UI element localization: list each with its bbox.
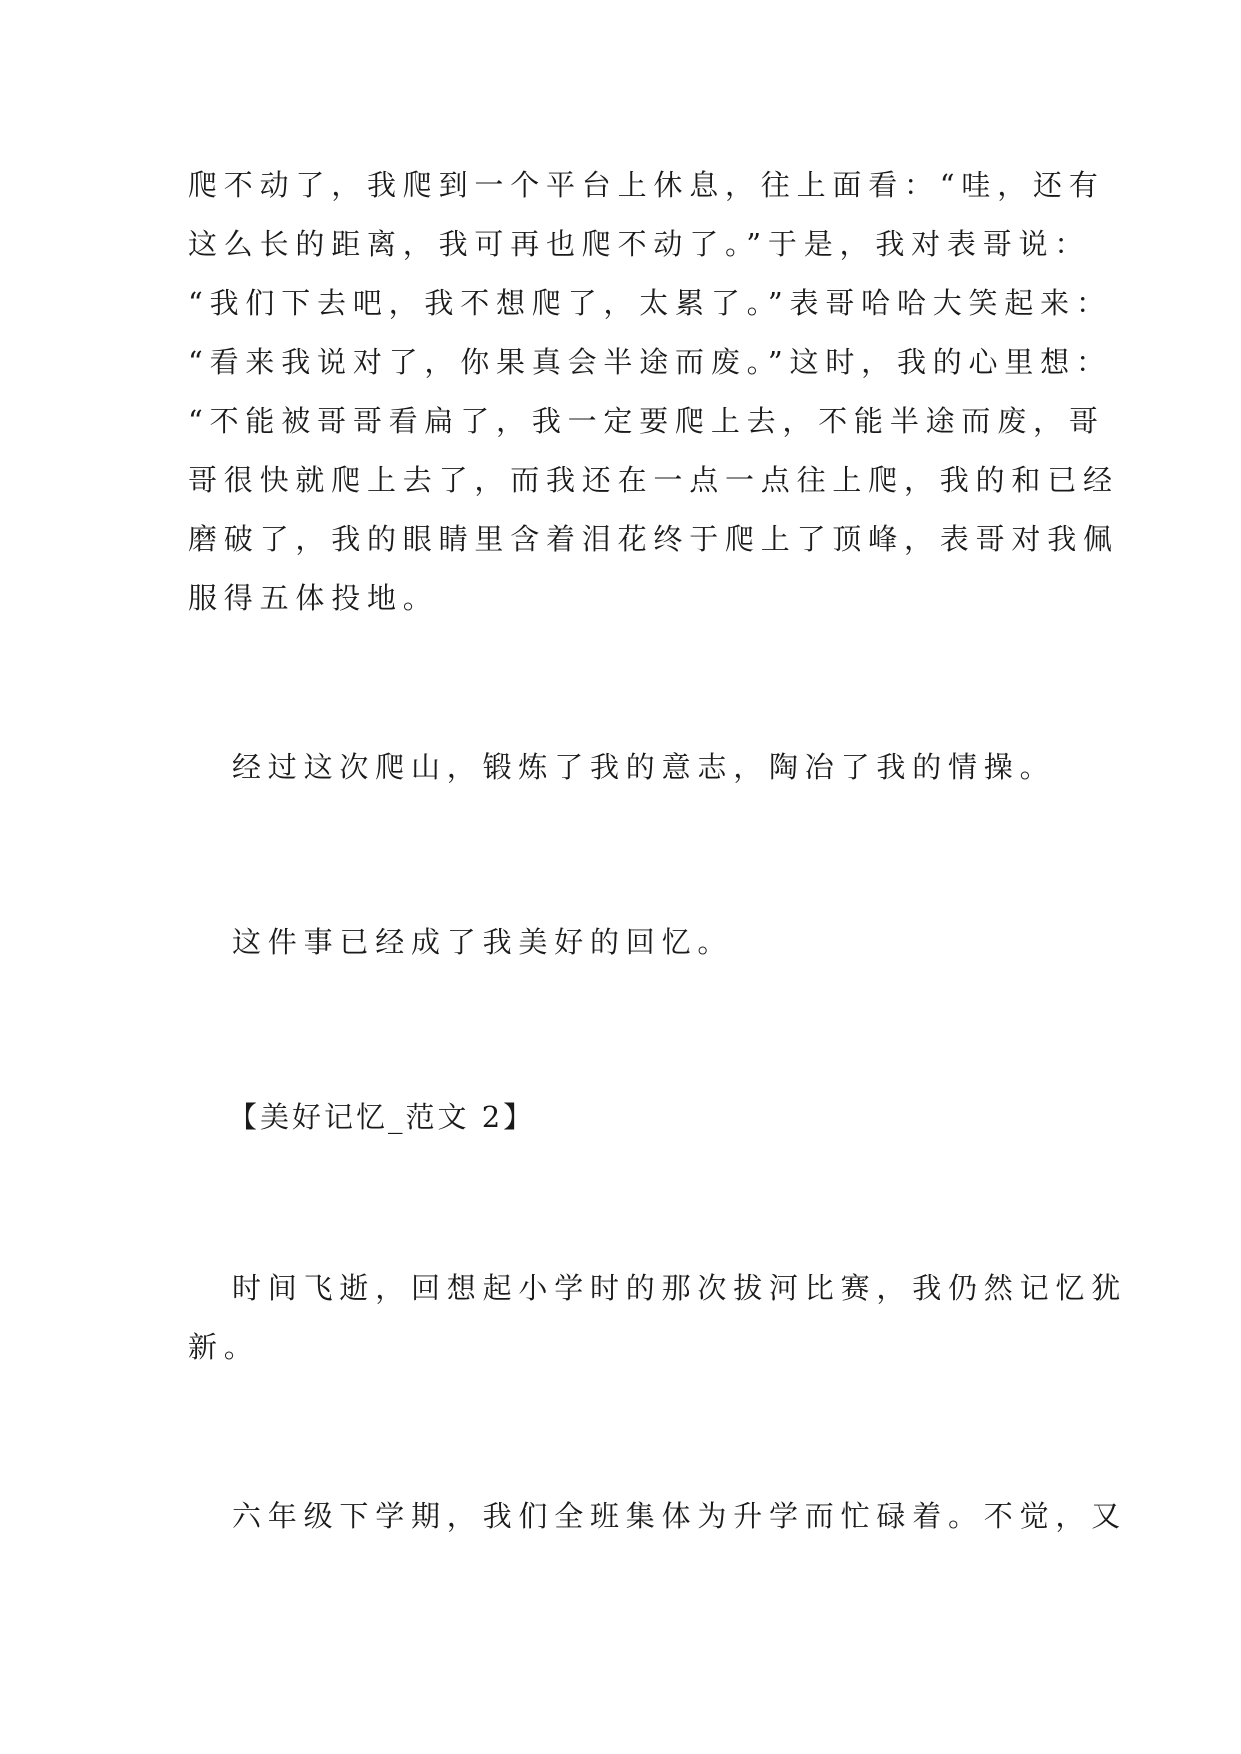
paragraph-line: “看来我说对了，你果真会半途而废。”这时，我的心里想： bbox=[188, 345, 1112, 379]
paragraph-line: 这么长的距离，我可再也爬不动了。”于是，我对表哥说： bbox=[188, 227, 1091, 261]
paragraph-line: 服得五体投地。 bbox=[188, 581, 439, 615]
paragraph-line: 哥很快就爬上去了，而我还在一点一点往上爬，我的和已经 bbox=[188, 463, 1119, 497]
paragraph-line: 时间飞逝，回想起小学时的那次拔河比赛，我仍然记忆犹 bbox=[232, 1271, 1128, 1305]
paragraph-text: 这件事已经成了我美好的回忆。 bbox=[232, 925, 734, 959]
paragraph-text: 经过这次爬山，锻炼了我的意志，陶冶了我的情操。 bbox=[232, 750, 1056, 784]
paragraph-line: 新。 bbox=[188, 1330, 260, 1364]
paragraph-line: 磨破了，我的眼睛里含着泪花终于爬上了顶峰，表哥对我佩 bbox=[188, 522, 1119, 556]
section-heading: 【美好记忆_范文 2】 bbox=[228, 1100, 536, 1134]
paragraph-line: 爬不动了，我爬到一个平台上休息，往上面看：“哇，还有 bbox=[188, 168, 1105, 202]
paragraph-text: 六年级下学期，我们全班集体为升学而忙碌着。不觉，又 bbox=[232, 1499, 1128, 1533]
paragraph-line: “我们下去吧，我不想爬了，太累了。”表哥哈哈大笑起来： bbox=[188, 286, 1112, 320]
paragraph-line: “不能被哥哥看扁了，我一定要爬上去，不能半途而废，哥 bbox=[188, 404, 1105, 438]
